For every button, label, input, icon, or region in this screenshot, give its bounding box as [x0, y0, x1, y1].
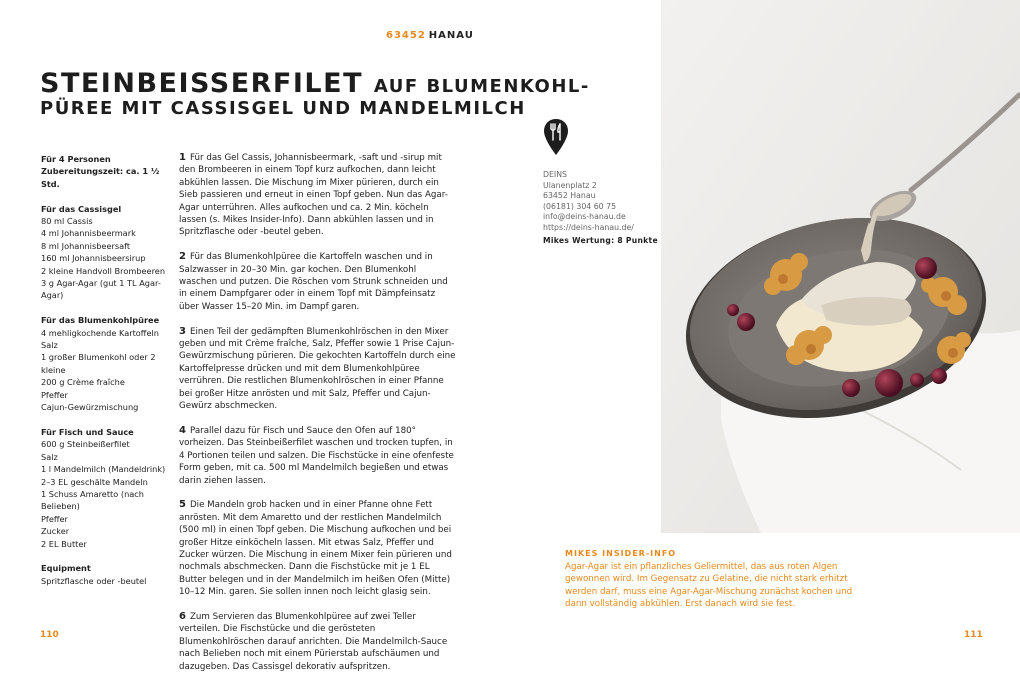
recipe-step [179, 611, 456, 673]
recipe-title [40, 70, 590, 118]
step-number: 3 [179, 325, 186, 337]
insider-info-title: MIKES INSIDER-INFO [565, 549, 677, 558]
ingredient-item: 1 l Mandelmilch (Mandeldrink) [41, 464, 166, 475]
title-main: STEINBEISSERFILET [40, 68, 363, 99]
restaurant-info-line: (06181) 304 60 75 [543, 201, 617, 211]
insider-info-text: Agar-Agar ist ein pflanzliches Geliermittel, das aus roten Algen gewonnen wird. Im Gegensatz zu Gelatine, die nicht stark erhitzt werden darf, muss eine Agar-Agar-Mischung zunächst kochen und dann vollständig abkühlen. Erst danach wird sie fest. [565, 562, 853, 610]
ingredient-group [41, 314, 171, 413]
step-number: 1 [179, 152, 186, 163]
step-number: 5 [179, 499, 186, 511]
ingredient-item: Cajun-Gewürzmischung [41, 402, 139, 413]
ingredient-item: Spritzflasche oder -beutel [41, 575, 147, 586]
ingredient-item: 160 ml Johannisbeersirup [41, 253, 146, 264]
restaurant-info-line: 63452 Hanau [543, 191, 596, 201]
step-number: 6 [179, 610, 186, 622]
ingredient-group [41, 426, 171, 550]
ingredient-group-title: Für das Cassisgel [41, 203, 122, 214]
recipe-step [179, 251, 456, 313]
header-zip: 63452 [386, 30, 426, 41]
step-text: Für das Blumenkohlpüree die Kartoffeln waschen und in Salzwasser in 20–30 Min. gar kochen. Den Blumenkohl waschen und putzen. Die Röschen vom Strunk schneiden und in einem Dampfgarer oder in einem Topf mit Dämpfeinsatz über Wasser 15–20 Min. im Dampf garen. [179, 252, 448, 312]
ingredient-item: Salz [41, 451, 58, 462]
ingredient-item: Pfeffer [41, 513, 68, 524]
restaurant-info-line: DEINS [543, 170, 568, 179]
ingredient-groups [41, 203, 171, 588]
recipe-step [179, 152, 456, 239]
ingredient-item: 1 Schuss Amaretto (nach Belieben) [41, 488, 144, 512]
ingredient-item: 8 ml Johannisbeersaft [41, 240, 131, 251]
ingredient-item: Pfeffer [41, 389, 68, 400]
restaurant-rating: Mikes Wertung: 8 Punkte [543, 236, 658, 245]
ingredient-item: 1 großer Blumenkohl oder 2 kleine [41, 352, 156, 375]
header-city: HANAU [428, 30, 474, 41]
ingredient-item: 4 ml Johannisbeermark [41, 228, 136, 239]
recipe-step [179, 499, 456, 598]
step-text: Zum Servieren das Blumenkohlpüree auf zwei Teller verteilen. Die Fischstücke und die gerösteten Blumenkohlröschen darauf anrichten. Die Mandelmilch-Sauce nach Belieben noch mit einem Pürierstab aufschäumen und dazugeben. Das Cassisgel dekorativ aufspritzen. [179, 611, 448, 672]
ingredient-item: Zucker [41, 526, 70, 537]
location-header [386, 30, 474, 41]
restaurant-info-line: info@deins-hanau.de [543, 212, 626, 222]
title-line-2: PÜREE MIT CASSISGEL UND MANDELMILCH [40, 98, 526, 119]
step-text: Einen Teil der gedämpften Blumenkohlröschen in den Mixer geben und mit Crème fraîche, Salz, Pfeffer sowie 1 Prise Cajun-Gewürzmischung pürieren. Die gekochten Kartoffeln durch eine Kartoffelpresse drücken und mit dem Blumenkohlpüree verrühren. Die restlichen Blumenkohlröschen in einer Pfanne bei großer Hitze anrösten und mit Salz, Pfeffer und Cajun-Gewürz abschmecken. [179, 326, 456, 412]
dish-photo [661, 0, 1020, 533]
restaurant-info-line: Ulanenplatz 2 [543, 180, 597, 190]
ingredient-item: 4 mehligkochende Kartoffeln [41, 327, 159, 338]
step-number: 4 [179, 424, 186, 436]
ingredient-item: 2 kleine Handvoll Brombeeren [41, 265, 166, 276]
ingredient-item: 2 EL Butter [41, 538, 87, 549]
prep-time: Zubereitungszeit: ca. 1 ½ Std. [41, 166, 160, 189]
ingredient-group [41, 562, 171, 587]
restaurant-pin-icon [543, 118, 569, 156]
ingredients-column [41, 153, 171, 600]
step-number: 2 [179, 251, 186, 263]
ingredient-group-title: Für Fisch und Sauce [41, 426, 134, 437]
restaurant-info-line: https://deins-hanau.de/ [543, 222, 634, 232]
step-text: Die Mandeln grob hacken und in einer Pfanne ohne Fett anrösten. Mit dem Amaretto und der restlichen Mandelmilch (500 ml) in einen Topf geben. Die Mischung aufkochen und bei großer Hitze einköcheln lassen. Mit etwas Salz, Pfeffer und Zucker würzen. Die Mischung in einem Mixer fein pürieren und nochmals abschmecken. Dann die Fischstücke mit je 1 EL Butter belegen und in der Mandelmilch im heißen Ofen (Mitte) 10–12 Min. garen. Sie sollen innen noch leicht glasig sein. [179, 500, 452, 598]
ingredient-item: Salz [41, 340, 58, 351]
title-rest-1: AUF BLUMENKOHL- [373, 76, 590, 97]
ingredient-item: 600 g Steinbeißerfilet [41, 439, 130, 450]
page-number-left: 110 [40, 630, 59, 640]
ingredient-item: 80 ml Cassis [41, 216, 93, 227]
servings: Für 4 Personen [41, 154, 111, 164]
ingredient-item: 2–3 EL geschälte Mandeln [41, 476, 148, 487]
step-text: Für das Gel Cassis, Johannisbeermark, -saft und -sirup mit den Brombeeren in einem Topf kurz aufkochen, dann leicht abkühlen lassen. Die Mischung im Mixer pürieren, durch ein Sieb passieren und erneut in einen Topf geben. Nun das Agar-Agar unterrühren. Alles aufkochen und ca. 2 Min. köcheln lassen (s. Mikes Insider-Info). Dann abkühlen lassen und in Spritzflasche oder -beutel geben. [179, 153, 448, 238]
steps-column [179, 152, 456, 685]
recipe-step [179, 425, 456, 487]
ingredient-item: 3 g Agar-Agar (gut 1 TL Agar-Agar) [41, 278, 161, 301]
ingredient-group-title: Für das Blumenkohlpüree [41, 315, 160, 326]
ingredient-group-title: Equipment [41, 563, 91, 574]
recipe-step [179, 326, 456, 413]
step-text: Parallel dazu für Fisch und Sauce den Ofen auf 180° vorheizen. Das Steinbeißerfilet waschen und trocken tupfen, in 4 Portionen teilen und salzen. Die Fischstücke in eine ofenfeste Form geben, mit ca. 500 ml Mandelmilch begießen und etwas darin ziehen lassen. [179, 425, 454, 486]
ingredient-item: 200 g Crème fraîche [41, 377, 125, 388]
page-number-right: 111 [964, 630, 983, 640]
restaurant-info [543, 170, 653, 234]
ingredient-group [41, 203, 171, 302]
